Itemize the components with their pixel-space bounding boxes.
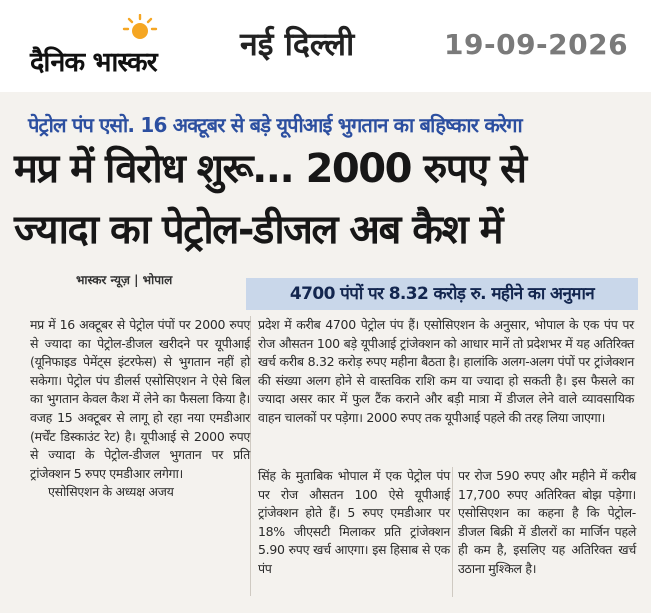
- body-paragraph: मप्र में 16 अक्टूबर से पेट्रोल पंपों पर 2000 रुपए से ज्यादा का पेट्रोल-डीजल खरीदने पर यूपीआई (यूनिफाइड पेमेंट्स इंटरफेस) से भुगतान नहीं हो सकेगा। पेट्रोल पंप डीलर्स एसोसिएशन ने ऐसे बिल का भुगतान केवल कैश में लेने का फैसला किया है। वजह 15 अक्टूबर से लागू हो रहा नया एमडीआर (मर्चेंट डिस्काउंट रेट) है। यूपीआई से 2000 रुपए से ज्यादा के पेट्रोल-डीजल भुगतान पर प्रति ट्रांजेक्शन 5 रुपए एमडीआर लगेगा।: [30, 317, 250, 481]
- masthead: [0, 0, 651, 92]
- brand-logo: [30, 14, 205, 76]
- deck-banner: 4700 पंपों पर 8.32 करोड़ रु. महीने का अनुमान: [246, 278, 638, 310]
- column-divider: [250, 316, 251, 596]
- brand-name: दैनिक भास्कर: [30, 47, 157, 78]
- article-kicker: पेट्रोल पंप एसो. 16 अक्टूबर से बड़े यूपीआई भुगतान का बहिष्कार करेगा: [28, 113, 522, 137]
- body-column-middle: [258, 467, 450, 579]
- body-column-right: [458, 467, 636, 579]
- headline-line-1: मप्र में विरोध शुरू... 2000 रुपए से: [14, 146, 526, 192]
- headline-line-2: ज्यादा का पेट्रोल-डीजल अब कैश में: [14, 207, 503, 253]
- edition-city: नई दिल्ली: [240, 25, 355, 63]
- body-paragraph: एसोसिएशन के अध्यक्ष अजय: [48, 484, 174, 500]
- body-column-wide: [258, 316, 634, 428]
- byline: भास्कर न्यूज़ | भोपाल: [76, 273, 173, 287]
- edition-date: 19-09-2026: [444, 28, 629, 61]
- sun-icon: [122, 14, 158, 42]
- body-column-left: [30, 316, 250, 502]
- body-paragraph: प्रदेश में करीब 4700 पेट्रोल पंप हैं। एसोसिएशन के अनुसार, भोपाल के एक पंप पर रोज औसतन 100 बड़े यूपीआई ट्रांजेक्शन को आधार मानें तो प्रदेशभर में यह अतिरिक्त खर्च करीब 8.32 करोड़ रुपए महीना बैठता है। हालांकि अलग-अलग पंपों पर ट्रांजेक्शन की संख्या अलग होने से वास्तविक राशि कम या ज्यादा हो सकती है। इस फैसले का ज्यादा असर कार में फुल टैंक कराने और बड़ी मात्रा में डीजल लेने वाले व्यावसायिक वाहन चालकों पर पड़ेगा। 2000 रुपए तक यूपीआई पहले की तरह लिया जाएगा।: [258, 317, 634, 425]
- body-paragraph: पर रोज 590 रुपए और महीने में करीब 17,700 रुपए अतिरिक्त बोझ पड़ेगा। एसोसिएशन का कहना है कि पेट्रोल-डीजल बिक्री में डीलरों का मार्जिन पहले ही कम है, इसलिए यह अतिरिक्त खर्च उठाना मुश्किल है।: [458, 468, 636, 576]
- column-divider: [452, 467, 453, 597]
- body-paragraph: सिंह के मुताबिक भोपाल में एक पेट्रोल पंप पर रोज औसतन 100 ऐसे यूपीआई ट्रांजेक्शन होते हैं। 5 रुपए एमडीआर पर 18% जीएसटी मिलाकर प्रति ट्रांजेक्शन 5.90 रुपए खर्च आएगा। इस हिसाब से एक पंप: [258, 468, 450, 576]
